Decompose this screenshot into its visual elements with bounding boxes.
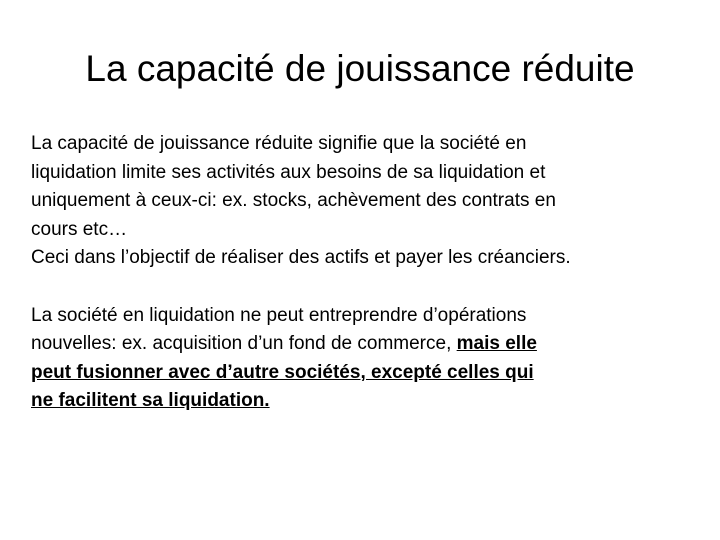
emphasized-text: mais elle — [456, 333, 537, 354]
body-text: nouvelles: ex. acquisition d’un fond de commerce, — [31, 333, 457, 354]
body-line: liquidation limite ses activités aux besoins de sa liquidation et — [31, 161, 546, 183]
paragraph-restrictions — [31, 302, 691, 416]
body-line: La société en liquidation ne peut entreprendre d’opérations — [31, 304, 527, 326]
body-line — [31, 330, 691, 359]
paragraph-spacer — [31, 273, 691, 302]
body-line: uniquement à ceux-ci: ex. stocks, achèvement des contrats en — [31, 190, 556, 211]
slide-title: La capacité de jouissance réduite — [85, 48, 635, 89]
body-line: La capacité de jouissance réduite signifie que la société en — [31, 133, 527, 154]
slide-body — [31, 130, 691, 416]
paragraph-capacity-definition — [31, 130, 691, 273]
body-line: Ceci dans l’objectif de réaliser des actifs et payer les créanciers. — [31, 247, 571, 268]
body-line: cours etc… — [31, 218, 128, 240]
emphasized-line: peut fusionner avec d’autre sociétés, excepté celles qui — [31, 361, 534, 383]
emphasized-line: ne facilitent sa liquidation. — [31, 390, 270, 411]
